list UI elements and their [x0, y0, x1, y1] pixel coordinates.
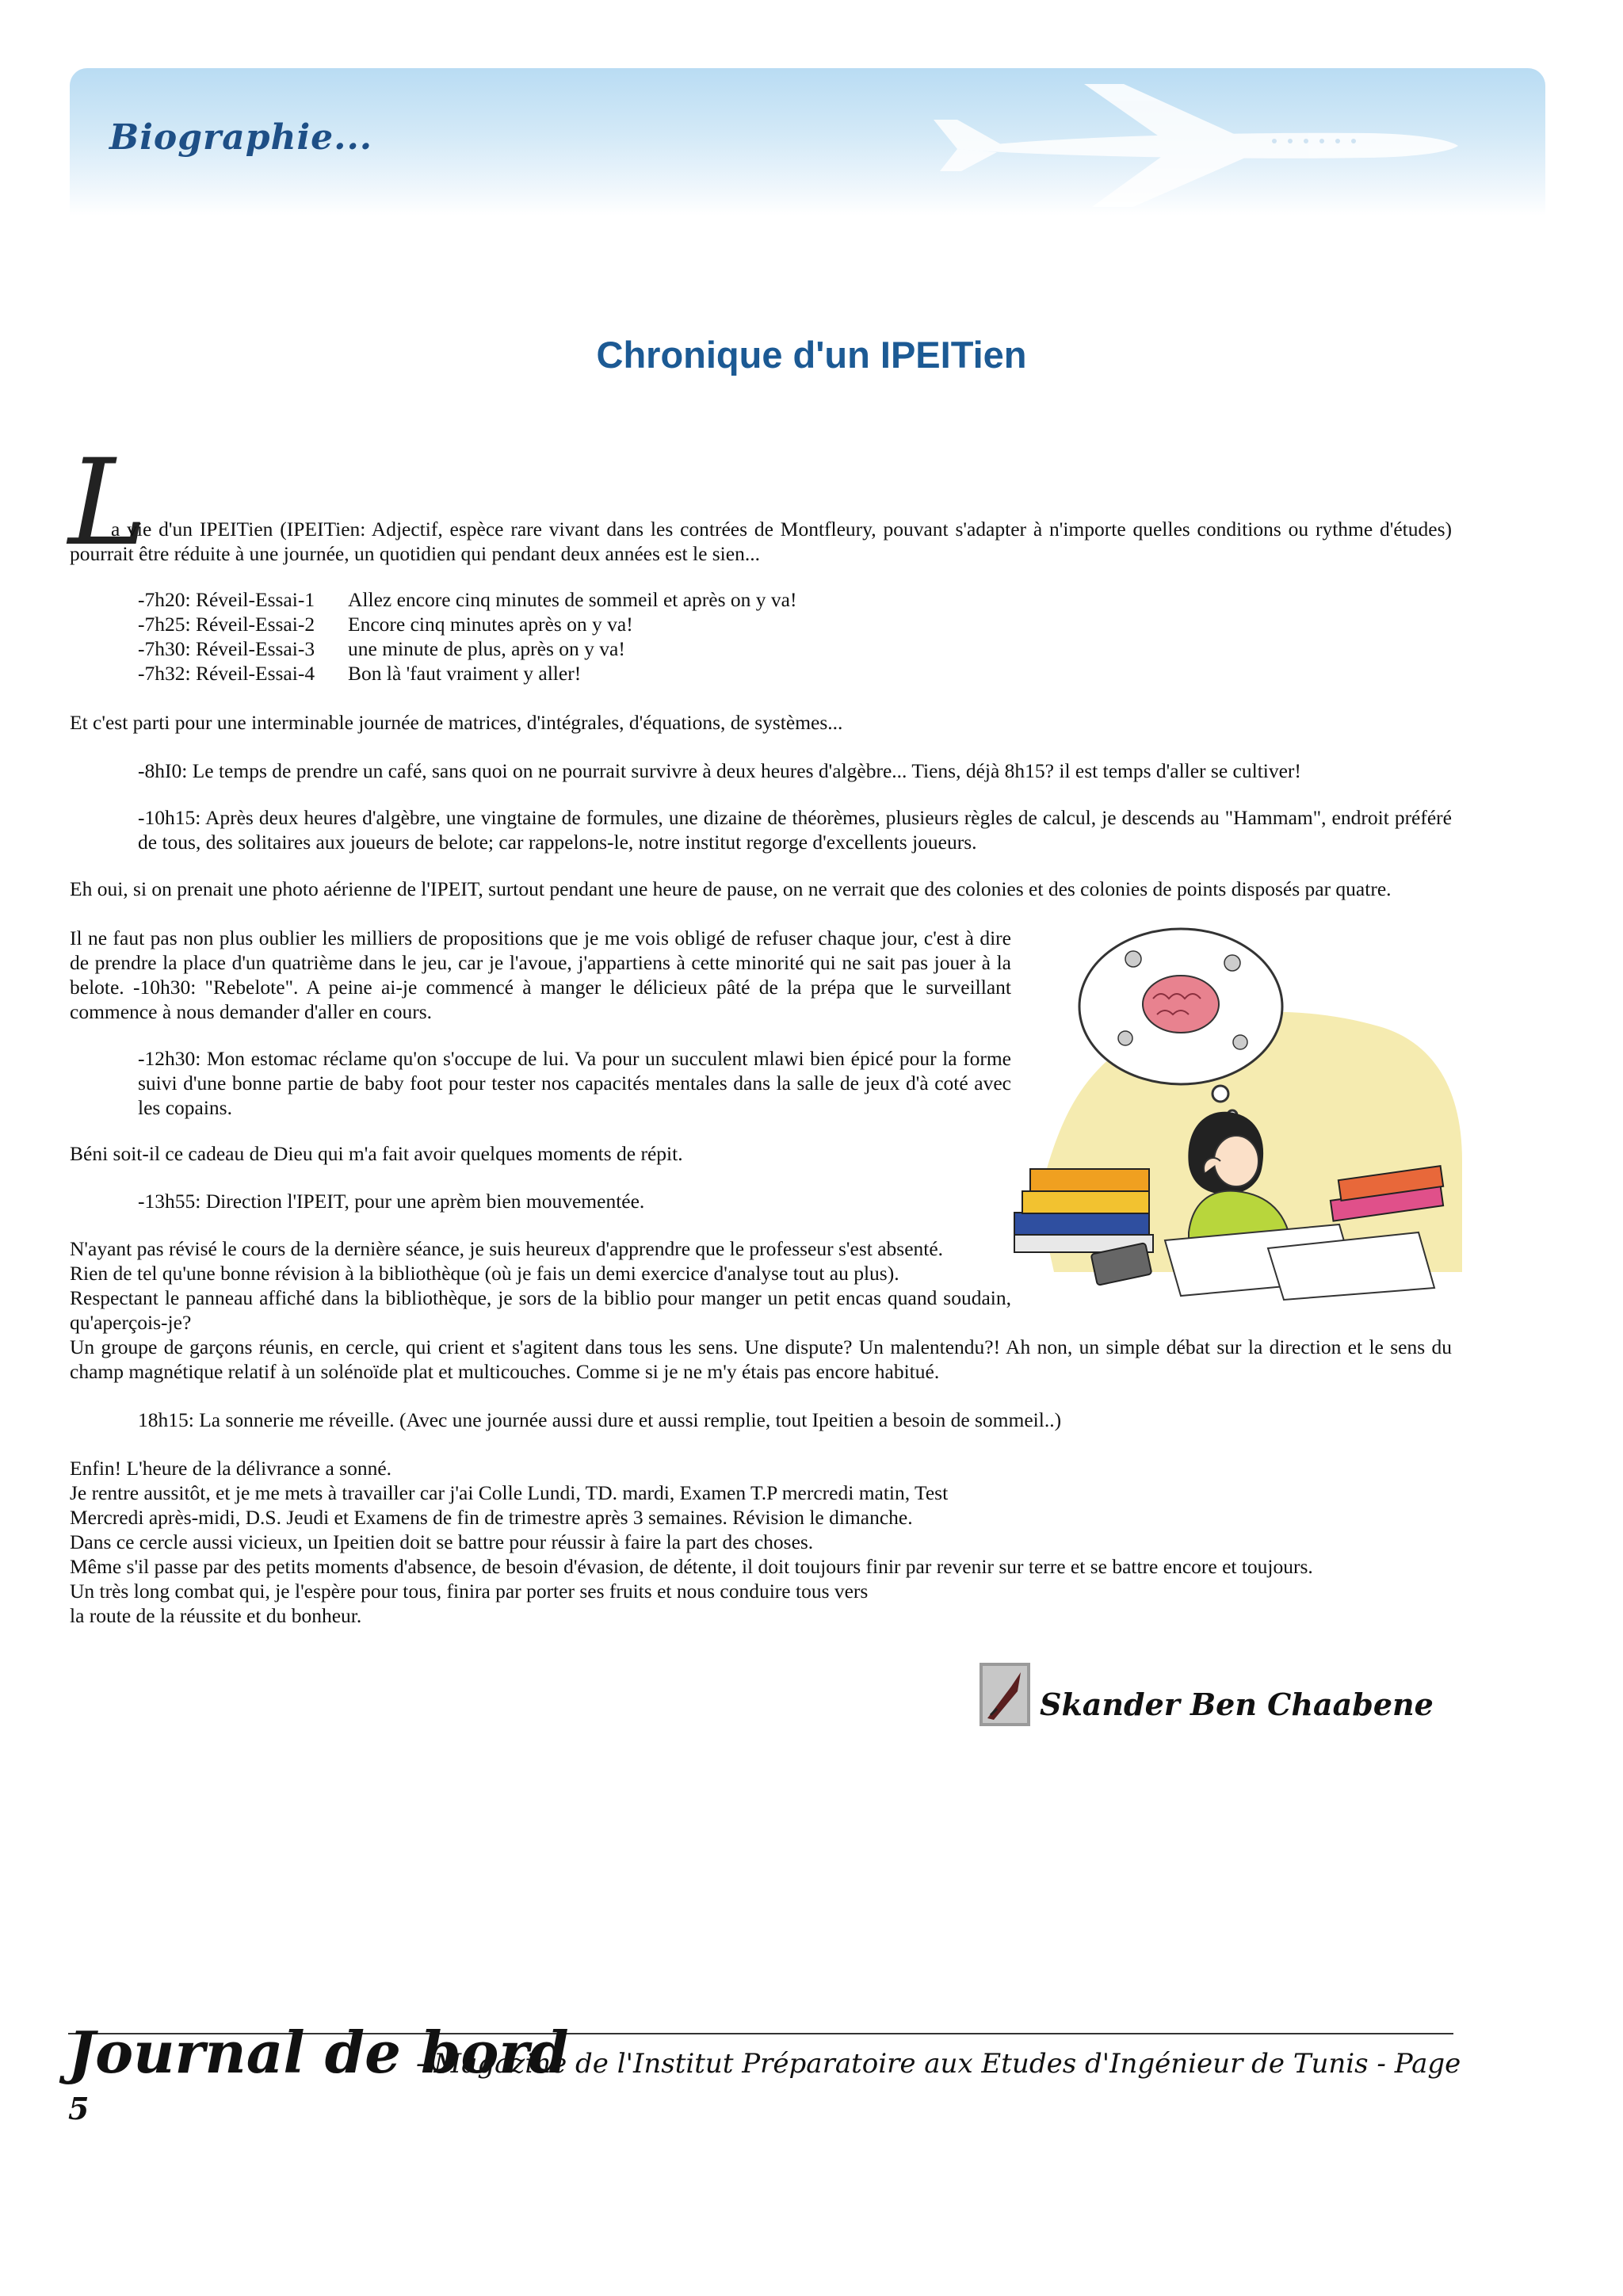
airplane-icon: [926, 76, 1480, 211]
paragraph-enfin: Enfin! L'heure de la délivrance a sonné.: [70, 1457, 392, 1480]
paragraph-rentre-1: Je rentre aussitôt, et je me mets à travailler car j'ai Colle Lundi, TD. mardi, Examen T.P mercredi matin, Test: [70, 1481, 949, 1504]
paragraph-10h: -10h15: Après deux heures d'algèbre, une vingtaine de formules, une dizaine de théorèmes, plusieurs règles de calcul, je descends au "Hammam", endroit préféré de tous, des solitaires aux joueurs de belote; car rappelons-le, notre institut regorge d'excellents joueurs.: [138, 806, 1452, 854]
paragraph-groupe: Un groupe de garçons réunis, en cercle, qui crient et s'agitent dans tous les sens. Une dispute? Un malentendu?! Ah non, un simple débat sur la direction et le sens du champ magnétique relatif à un solénoïde plat et multicouches. Comme si je ne m'y étais pas encore habitué.: [70, 1335, 1452, 1383]
section-label: Biographie...: [109, 117, 373, 158]
page-number: 5: [68, 2091, 90, 2126]
header-banner: [70, 68, 1545, 216]
paragraph-parti: Et c'est parti pour une interminable journée de matrices, d'intégrales, d'équations, de systèmes...: [70, 711, 843, 734]
paragraph-13h: -13h55: Direction l'IPEIT, pour une aprèm bien mouvementée.: [138, 1190, 645, 1213]
paragraph-cercle: Dans ce cercle aussi vicieux, un Ipeitien doit se battre pour réussir à faire la part des choses.: [70, 1530, 814, 1553]
paragraph-8h: -8hI0: Le temps de prendre un café, sans quoi on ne pourrait survivre à deux heures d'algèbre... Tiens, déjà 8h15? il est temps d'aller se cultiver!: [138, 759, 1301, 782]
article-title: Chronique d'un IPEITien: [596, 334, 1027, 376]
student-studying-illustration: [1006, 900, 1466, 1312]
paragraph-combat-1: Un très long combat qui, je l'espère pour tous, finira par porter ses fruits et nous conduire tous vers: [70, 1580, 869, 1603]
paragraph-nayant: N'ayant pas révisé le cours de la dernière séance, je suis heureux d'apprendre que le professeur s'est absenté.: [70, 1237, 944, 1260]
paragraph-12h: -12h30: Mon estomac réclame qu'on s'occupe de lui. Va pour un succulent mlawi bien épicé pour la forme suivi d'une bonne partie de baby foot pour tester nos capacités mentales dans la salle de jeux d'à coté avec les copains.: [138, 1047, 1011, 1119]
paragraph-oublier: Il ne faut pas non plus oublier les milliers de propositions que je me vois obligé de refuser chaque jour, c'est à dire de prendre la place d'un quatrième dans le jeu, car je l'avoue, j'appartiens à cette minorité qui ne sait pas jouer à la belote. -10h30: "Rebelote". A peine ai-je commencé à manger le délicieux pâté de la prépa que le surveillant commence à nous demander d'aller en cours.: [70, 926, 1011, 1023]
wakeup-schedule: [138, 587, 796, 686]
paragraph-respectant: Respectant le panneau affiché dans la bibliothèque, je sors de la biblio pour manger un petit encas quand soudain, qu'aperçois-je?: [70, 1286, 1011, 1334]
author-signature: Skander Ben Chaabene: [1040, 1687, 1434, 1722]
paragraph-18h: 18h15: La sonnerie me réveille. (Avec une journée aussi dure et aussi remplie, tout Ipeitien a besoin de sommeil..): [138, 1408, 1062, 1431]
footer-journal-title: Journal de bord: [68, 2019, 569, 2086]
footer-subtitle: - Magazine de l'Institut Préparatoire aux Etudes d'Ingénieur de Tunis - Page: [416, 2048, 1461, 2080]
schedule-row: -7h32: Réveil-Essai-4 Bon là 'faut vraiment y aller!: [138, 662, 582, 685]
drop-cap: L: [68, 434, 147, 572]
paragraph-rentre-2: Mercredi après-midi, D.S. Jeudi et Examens de fin de trimestre après 3 semaines. Révision le dimanche.: [70, 1506, 913, 1529]
schedule-row: -7h30: Réveil-Essai-3 une minute de plus, après on y va!: [138, 637, 625, 660]
paragraph-eh-oui: Eh oui, si on prenait une photo aérienne de l'IPEIT, surtout pendant une heure de pause, on ne verrait que des colonies et des colonies de points disposés par quatre.: [70, 877, 1392, 900]
paragraph-combat-2: la route de la réussite et du bonheur.: [70, 1604, 362, 1627]
quill-pen-icon: [980, 1663, 1030, 1726]
paragraph-rien: Rien de tel qu'une bonne révision à la bibliothèque (où je fais un demi exercice d'analyse tout au plus).: [70, 1262, 899, 1285]
paragraph-beni: Béni soit-il ce cadeau de Dieu qui m'a fait avoir quelques moments de répit.: [70, 1142, 683, 1165]
intro-paragraph: a vie d'un IPEITien (IPEITien: Adjectif, espèce rare vivant dans les contrées de Montfleury, pouvant s'adapter à n'importe quelles conditions ou rythme d'études) pourrait être réduite à une journée, un quotidien qui pendant deux années est le sien...: [70, 518, 1452, 565]
schedule-row: -7h20: Réveil-Essai-1 Allez encore cinq minutes de sommeil et après on y va!: [138, 588, 797, 611]
schedule-row: -7h25: Réveil-Essai-2 Encore cinq minutes après on y va!: [138, 613, 633, 636]
paragraph-meme: Même s'il passe par des petits moments d'absence, de besoin d'évasion, de détente, il doit toujours finir par revenir sur terre et se battre encore et toujours.: [70, 1555, 1313, 1578]
